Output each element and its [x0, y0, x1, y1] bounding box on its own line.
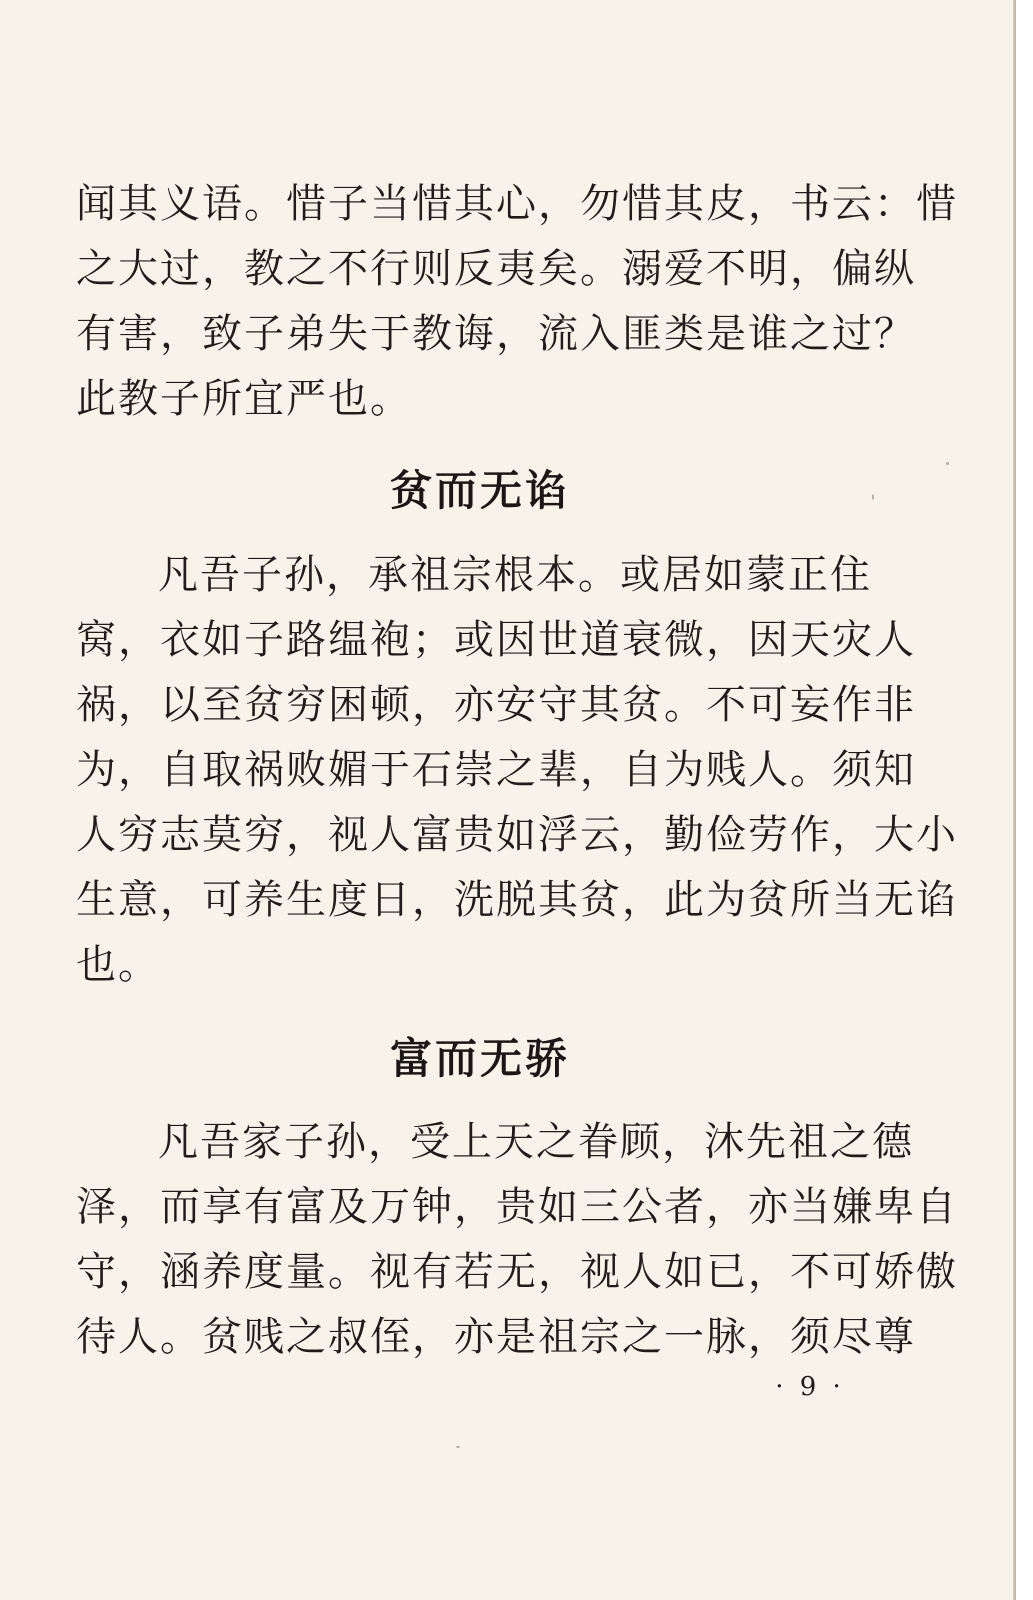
paper-speck — [872, 494, 874, 500]
page-number: · 9 · — [775, 1372, 845, 1402]
text-line: 守，涵养度量。视有若无，视人如已，不可娇傲 — [76, 1249, 958, 1295]
text-line: 窝，衣如子路缊袍；或因世道衰微，因天灾人 — [76, 617, 916, 663]
text-line: 人穷志莫穷，视人富贵如浮云，勤俭劳作，大小 — [76, 812, 958, 858]
paper-speck — [456, 1446, 460, 1448]
text-line: 凡吾家子孙，受上天之眷顾，沐先祖之德 — [158, 1119, 914, 1165]
text-line: 之大过，教之不行则反夷矣。溺爱不明，偏纵 — [76, 246, 916, 292]
section-heading-poor: 贫而无谄 — [389, 466, 570, 515]
text-line: 生意，可养生度日，洗脱其贫，此为贫所当无谄 — [76, 877, 958, 923]
scan-margin — [1016, 0, 1033, 1600]
text-line: 为，自取祸败媚于石崇之辈，自为贱人。须知 — [76, 747, 916, 793]
text-line: 待人。贫贱之叔侄，亦是祖宗之一脉，须尽尊 — [76, 1314, 916, 1360]
text-line: 有害，致子弟失于教诲，流入匪类是谁之过？ — [76, 311, 916, 357]
text-line: 也。 — [76, 942, 160, 988]
text-line: 泽，而享有富及万钟，贵如三公者，亦当嫌卑自 — [76, 1184, 958, 1230]
text-line: 闻其义语。惜子当惜其心，勿惜其皮，书云：惜 — [76, 181, 958, 227]
paper-speck — [946, 462, 949, 465]
text-line: 此教子所宜严也。 — [76, 376, 412, 422]
text-line: 祸，以至贫穷困顿，亦安守其贫。不可妄作非 — [76, 682, 916, 728]
section-paragraph-poor — [76, 543, 958, 998]
section-heading-rich: 富而无骄 — [389, 1034, 570, 1083]
text-line: 凡吾子孙，承祖宗根本。或居如蒙正住 — [158, 552, 872, 598]
section-paragraph-rich — [76, 1110, 958, 1370]
intro-paragraph — [76, 172, 958, 432]
